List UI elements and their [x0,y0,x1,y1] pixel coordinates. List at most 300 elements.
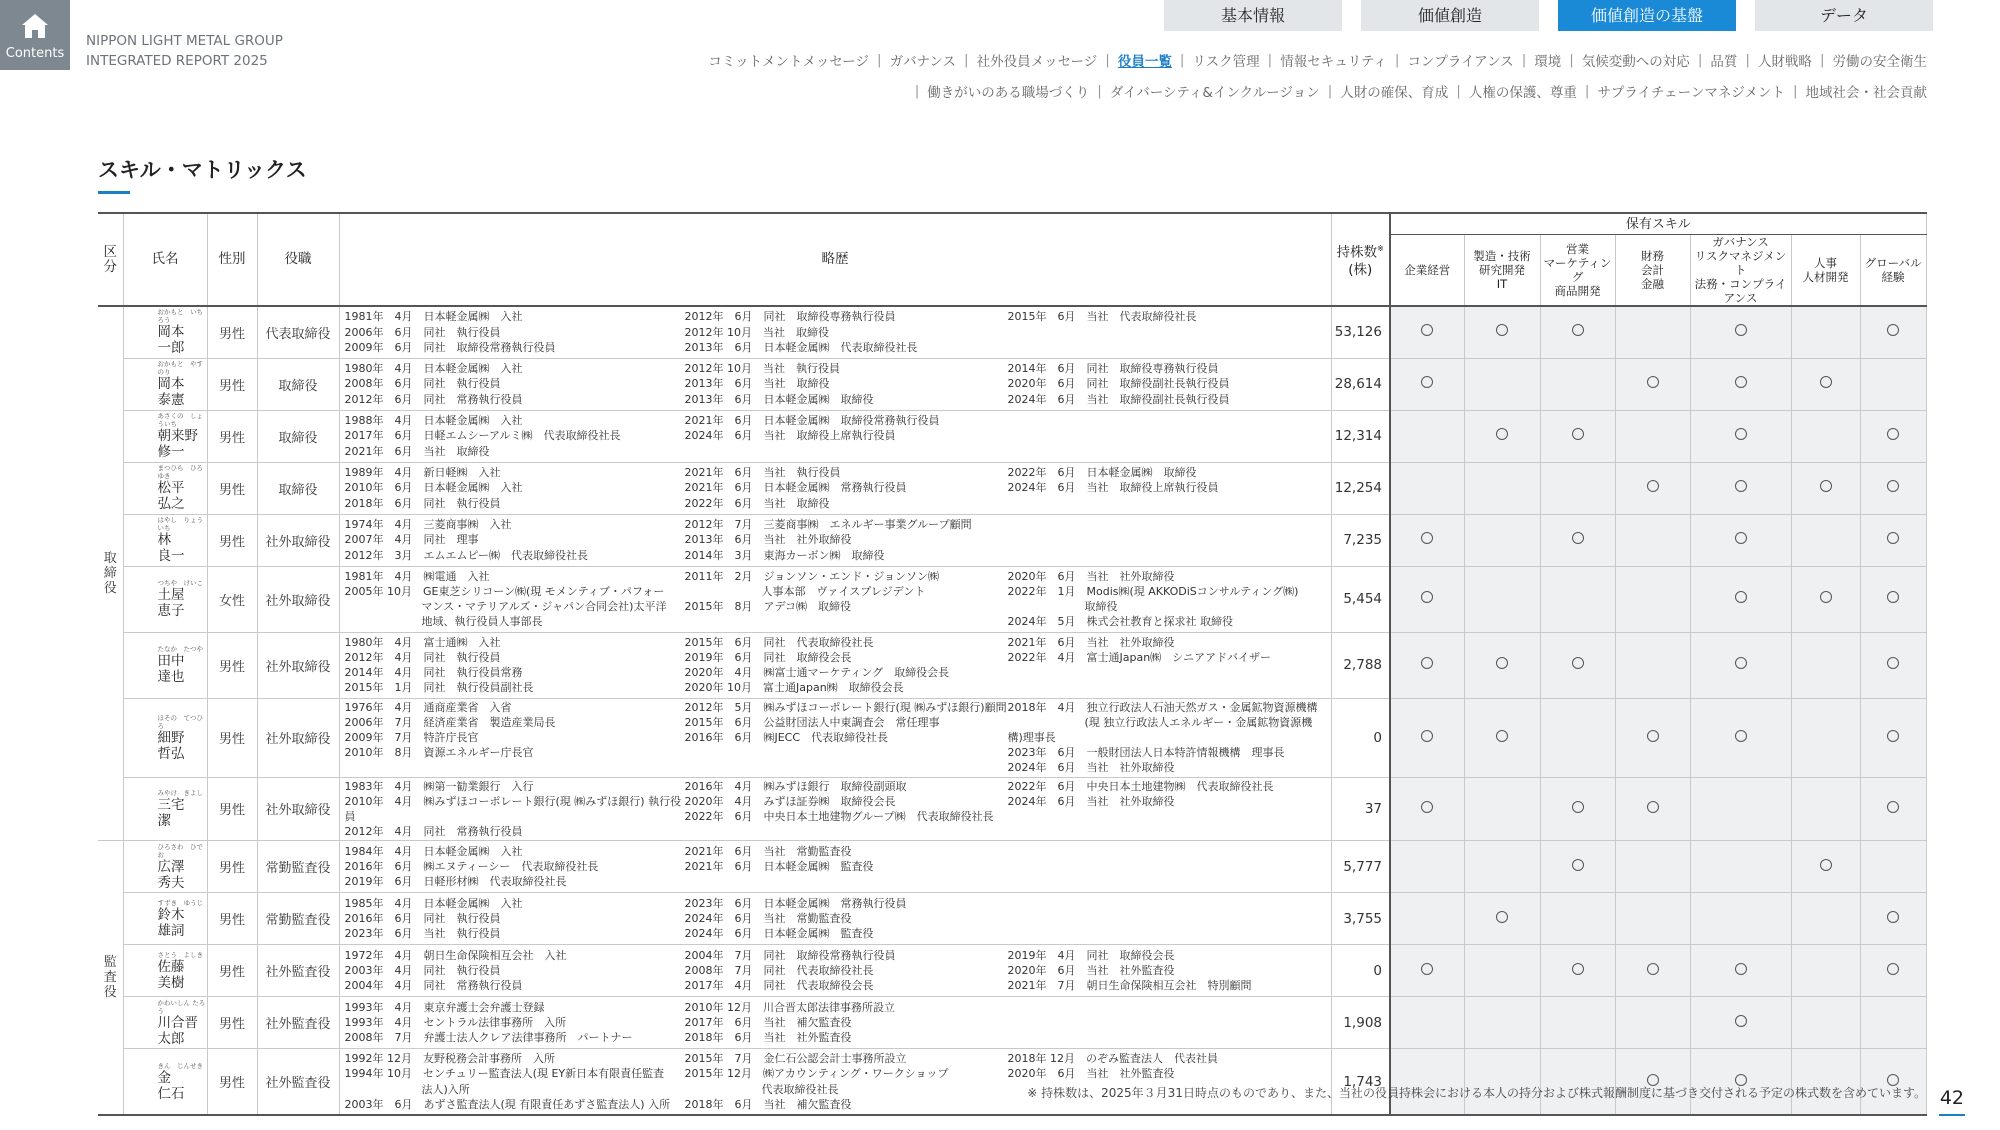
skill-cell [1791,841,1860,893]
officer-sex: 男性 [207,698,257,777]
career-line: 2013年 6月 日本軽金属㈱ 取締役 [684,392,874,406]
contents-home-button[interactable] [0,0,70,70]
header-skill-1: 企業経営 [1390,235,1464,307]
career-columns [345,309,1331,355]
career-column [1008,1000,1328,1046]
career-line: 2015年 6月 当社 代表取締役社長 [1007,310,1197,324]
skill-cell [1791,777,1860,841]
table-row [98,514,1926,566]
career-line: 2017年 6月 日軽エムシーアルミ㈱ 代表取締役社長 [344,429,621,443]
officer-role: 社外監査役 [257,997,339,1049]
career-line: 2023年 6月 一般財団法人日本特許情報機構 理事長 [1007,746,1285,760]
career-line: 2022年 6月 中央日本土地建物㈱ 代表取締役社長 [1007,779,1274,793]
skill-mark-icon [1887,480,1899,492]
skill-cell [1390,997,1464,1049]
career-line: 2017年 4月 同社 代表取締役会長 [684,979,874,993]
skill-mark-icon [1421,532,1433,544]
career-line: 2024年 6月 日本軽金属㈱ 監査役 [684,927,874,941]
career-line: 2009年 7月 特許庁長官 [344,730,479,744]
contents-label: Contents [5,46,65,61]
officer-shares: 2,788 [1331,632,1390,698]
officer-career [339,632,1331,698]
skill-mark-icon [1421,324,1433,336]
career-line: 2018年 12月 のぞみ監査法人 代表社員 [1007,1052,1218,1066]
career-line: 2012年 3月 エムエムピー㈱ 代表取締役社長 [344,548,589,562]
skill-mark-icon [1887,730,1899,742]
header-sex: 性別 [207,213,257,306]
career-line: 1976年 4月 通商産業省 入省 [344,700,512,714]
skill-cell [1464,893,1540,945]
subnav-link[interactable]: 地域社会・社会貢献 [1805,85,1927,101]
career-column [685,569,1008,630]
table-row [98,997,1926,1049]
career-line: 2012年 7月 三菱商事㈱ エネルギー事業グループ顧問 [684,518,972,532]
skill-cell [1464,462,1540,514]
career-column [685,844,1008,890]
skill-cell [1690,945,1791,997]
skill-cell [1390,777,1464,841]
subnav-link[interactable]: ガバナンス [889,54,957,70]
skill-mark-icon [1735,657,1747,669]
name-text: 田中 達也 [157,653,198,685]
career-column [1008,844,1328,890]
name-ruby: おかもと やすのり [157,360,203,376]
name-ruby: ひろさわ ひでお [157,842,203,859]
skill-mark-icon [1421,801,1433,813]
officer-name [123,462,207,514]
section-title: スキル・マトリックス [98,158,307,182]
skill-mark-icon [1735,1015,1747,1027]
subnav-link[interactable]: サプライチェーンマネジメント [1597,85,1785,101]
officer-name [123,997,207,1049]
career-line: 1980年 4月 富士通㈱ 入社 [344,635,501,649]
name-text: 朝来野修一 [157,428,198,460]
career-column [685,517,1008,563]
career-line: 取締役 [1007,600,1118,613]
table-row [98,306,1926,358]
skill-cell [1540,410,1615,462]
officer-role: 社外取締役 [257,698,339,777]
career-line: 2024年 5月 株式会社教育と探求社 取締役 [1007,615,1233,629]
career-line: 2023年 6月 日本軽金属㈱ 常務執行役員 [684,897,907,911]
skill-mark-icon [1887,324,1899,336]
career-line: 2020年 4月 みずほ証券㈱ 取締役会長 [684,794,896,808]
officer-name [123,514,207,566]
skill-cell [1540,632,1615,698]
officer-career [339,777,1331,841]
career-line: 2021年 6月 日本軽金属㈱ 常務執行役員 [684,481,907,495]
career-line: 1981年 4月 日本軽金属㈱ 入社 [344,310,523,324]
officer-role: 代表取締役 [257,306,339,358]
career-column [345,569,685,630]
career-line: 1992年 12月 友野税務会計事務所 入所 [344,1052,555,1066]
career-line: 2024年 6月 当社 社外取締役 [1007,761,1175,775]
skill-mark-icon [1496,324,1508,336]
skill-cell [1464,306,1540,358]
career-line: 2007年 4月 同社 理事 [344,533,479,547]
nav-separator: | [1456,83,1461,99]
subnav-link[interactable]: ダイバーシティ&インクルージョン [1109,85,1320,101]
skill-cell [1860,893,1926,945]
tab-1[interactable]: 基本情報 [1164,0,1342,31]
officer-sex: 男性 [207,1049,257,1115]
nav-separator: | [1097,83,1102,99]
name-text: 広澤 秀夫 [157,858,198,891]
main-tabs [1164,0,1933,31]
skill-cell [1540,841,1615,893]
career-line: 2021年 6月 当社 社外取締役 [1007,635,1175,649]
name-ruby: かわいしん たろう [157,998,206,1015]
career-line: 2014年 3月 東海カーボン㈱ 取締役 [684,548,885,562]
name-text: 岡本 泰憲 [157,376,198,408]
officer-career [339,945,1331,997]
officer-role: 取締役 [257,410,339,462]
name-text: 金 仁石 [157,1069,198,1102]
header-skill-5: ガバナンス リスクマネジメント 法務・コンプライアンス [1690,235,1791,307]
career-line: 2020年 6月 同社 取締役副社長執行役員 [1007,377,1230,391]
career-line: 2003年 4月 同社 執行役員 [344,964,501,978]
title-underline [98,191,130,194]
name-ruby: すずき ゆうじ [157,898,204,907]
skill-cell [1690,566,1791,632]
nav-separator: | [1569,52,1574,68]
career-line: 2024年 6月 当社 取締役上席執行役員 [1007,481,1219,495]
skill-cell [1390,514,1464,566]
skill-cell [1540,358,1615,410]
nav-separator: | [1792,83,1798,99]
officer-role: 常勤監査役 [257,893,339,945]
officer-shares: 5,777 [1331,841,1390,893]
name-text: 川合晋太郎 [157,1014,198,1047]
career-line: 2011年 2月 ジョンソン・エンド・ジョンソン㈱ [684,569,940,583]
career-line: 2012年 4月 同社 執行役員 [344,650,501,664]
career-line: 2006年 6月 同社 執行役員 [344,325,501,339]
skill-cell [1464,358,1540,410]
name-text: 林 良一 [157,532,198,564]
skill-cell [1464,945,1540,997]
career-line: 2012年 10月 当社 執行役員 [684,362,840,376]
career-line: 2022年 1月 Modis㈱(現 AKKODiSコンサルティング㈱) [1007,584,1299,598]
career-columns [345,779,1331,840]
table-row [98,698,1926,777]
career-line: 1993年 4月 セントラル法律事務所 入所 [344,1016,567,1030]
career-column [345,361,685,407]
skill-cell [1860,566,1926,632]
career-line: 2012年 10月 当社 取締役 [684,325,829,339]
officer-career [339,410,1331,462]
skill-mark-icon [1820,859,1832,871]
name-ruby: おかもと いちろう [157,308,203,325]
skill-cell [1390,358,1464,410]
subnav-link[interactable]: 労働の安全衛生 [1832,54,1927,70]
skill-cell [1615,777,1690,841]
header-skills-group: 保有スキル [1390,213,1926,235]
officer-role: 社外監査役 [257,1049,339,1115]
officer-shares: 12,314 [1331,410,1390,462]
officer-role: 取締役 [257,462,339,514]
officer-name [123,841,207,893]
subnav-link[interactable]: 役員一覧 [1117,54,1172,70]
skill-cell [1860,945,1926,997]
skill-cell [1690,306,1791,358]
skill-cell [1791,566,1860,632]
career-line: 2024年 6月 当社 常勤監査役 [684,912,852,926]
report-name [86,31,283,71]
name-ruby: つちや けいこ [157,579,203,587]
career-column [1008,569,1328,630]
skill-mark-icon [1496,428,1508,440]
career-column [685,1051,1008,1112]
skill-cell [1690,893,1791,945]
career-line: 2019年 4月 同社 取締役会長 [1007,949,1175,963]
skill-cell [1464,410,1540,462]
officer-shares: 5,454 [1331,566,1390,632]
career-line: 1974年 4月 三菱商事㈱ 入社 [344,518,512,532]
nav-separator: | [1267,52,1273,68]
tab-2[interactable]: 価値創造 [1361,0,1539,31]
skill-cell [1390,893,1464,945]
career-column [685,413,1008,459]
skill-mark-icon [1572,963,1584,975]
skill-cell [1615,841,1690,893]
career-line: 1972年 4月 朝日生命保険相互会社 入社 [344,949,567,963]
skill-cell [1464,514,1540,566]
career-line: 2010年 8月 資源エネルギー庁長官 [344,746,534,760]
career-column [685,635,1008,696]
career-column [345,779,685,840]
officer-name [123,945,207,997]
skill-cell [1791,462,1860,514]
officer-sex: 男性 [207,410,257,462]
career-line: 2021年 6月 当社 常勤監査役 [684,845,852,859]
subnav-link[interactable]: コンプライアンス [1407,54,1514,70]
skill-cell [1540,777,1615,841]
officer-role: 社外監査役 [257,945,339,997]
officer-shares: 53,126 [1331,306,1390,358]
skill-mark-icon [1647,963,1659,975]
tab-4[interactable]: データ [1755,0,1933,31]
career-line: 2010年 12月 川合晋太郎法律事務所設立 [684,1001,895,1015]
name-text: 三宅 潔 [157,796,212,829]
subnav-link[interactable]: 気候変動への対応 [1581,54,1690,70]
career-line: 2021年 6月 当社 執行役員 [684,466,841,480]
career-column [345,844,685,890]
skill-cell [1615,632,1690,698]
header-shares: 持株数※ (株) [1331,213,1390,306]
header-skill-2: 製造・技術 研究開発 IT [1464,235,1540,307]
officer-sex: 男性 [207,632,257,698]
career-columns [345,465,1331,511]
career-line: 2015年 6月 同社 代表取締役社長 [684,635,874,649]
skill-cell [1791,1049,1860,1115]
skill-cell [1791,410,1860,462]
officer-shares: 28,614 [1331,358,1390,410]
skill-cell [1464,698,1540,777]
subnav-link[interactable]: 人財戦略 [1757,54,1812,70]
officer-role: 社外取締役 [257,514,339,566]
officer-name [123,1049,207,1115]
subnav-link[interactable]: 人財の確保、育成 [1340,85,1449,101]
career-columns [345,844,1331,890]
skill-mark-icon [1496,730,1508,742]
skill-mark-icon [1421,963,1433,975]
subnav-link[interactable]: 品質 [1710,54,1738,70]
skill-cell [1615,893,1690,945]
subnav-link[interactable]: 働きがいのある職場づくり [927,85,1090,101]
skill-mark-icon [1421,730,1433,742]
career-line: 2013年 6月 当社 社外取締役 [684,533,852,547]
nav-separator: | [1521,52,1527,68]
career-line: 2021年 6月 当社 取締役 [344,444,490,458]
name-ruby: はやし りょういち [157,516,203,532]
skill-cell [1615,1049,1690,1115]
skill-cell [1860,632,1926,698]
skill-cell [1690,698,1791,777]
subnav-link[interactable]: 人権の保護、尊重 [1468,85,1577,101]
skill-mark-icon [1887,591,1899,603]
skill-cell [1690,632,1791,698]
skill-cell [1615,997,1690,1049]
career-line: 2015年 12月 ㈱アカウンティング・ワークショップ [684,1067,949,1081]
skill-cell [1791,698,1860,777]
career-columns [345,948,1331,994]
skill-mark-icon [1421,591,1433,603]
nav-separator: | [1179,52,1185,68]
career-columns [345,1000,1331,1046]
officer-career [339,566,1331,632]
skill-cell [1464,997,1540,1049]
career-line: 2022年 4月 富士通Japan㈱ シニアアドバイザー [1007,650,1271,664]
officer-shares: 1,908 [1331,997,1390,1049]
officer-sex: 男性 [207,514,257,566]
subnav-row-2 [907,81,1927,101]
officer-shares: 37 [1331,777,1390,841]
skill-mark-icon [1647,376,1659,388]
career-line: 2018年 4月 独立行政法人石油天然ガス・金属鉱物資源機構 [1007,700,1318,714]
career-line: 1984年 4月 日本軽金属㈱ 入社 [344,845,523,859]
page-number: 42 [1939,1087,1964,1109]
name-ruby: ほその てつひろ [157,713,203,730]
shares-footnote: ※ 持株数は、2025年３月31日時点のものであり、また、当社の役員持株会における本人の持分および株式報酬制度に基づき交付される予定の株式数を含めています。 [1027,1086,1926,1100]
officer-career [339,893,1331,945]
career-line: 2014年 4月 同社 執行役員常務 [344,666,523,679]
career-line: 2004年 7月 同社 取締役常務執行役員 [684,949,896,963]
officer-career [339,514,1331,566]
career-line: 2024年 6月 当社 取締役副社長執行役員 [1007,392,1230,406]
skill-cell [1860,306,1926,358]
skill-cell [1615,514,1690,566]
table-row [98,632,1926,698]
skill-cell [1540,945,1615,997]
subnav-link[interactable]: コミットメントメッセージ [708,54,870,70]
career-line: 2021年 7月 朝日生命保険相互会社 特別顧問 [1007,979,1252,993]
skill-cell [1791,997,1860,1049]
career-line: 2010年 4月 ㈱みずほコーポレート銀行(現 ㈱みずほ銀行) 執行役員 [344,794,682,823]
table-row [98,566,1926,632]
career-columns [345,1051,1331,1112]
officer-name [123,777,212,841]
career-line: 2024年 6月 当社 取締役上席執行役員 [684,429,896,443]
skill-mark-icon [1572,324,1584,336]
name-text: 佐藤 美樹 [157,958,198,991]
nav-separator: | [1584,83,1590,99]
skill-cell [1540,514,1615,566]
table-row [98,410,1926,462]
table-row [98,841,1926,893]
officer-sex: 女性 [207,566,257,632]
career-column [1008,948,1328,994]
skill-mark-icon [1820,480,1832,492]
career-line: 2018年 6月 同社 執行役員 [344,496,501,510]
name-ruby: さとう よしき [157,950,203,959]
skill-mark-icon [1572,801,1584,813]
name-text: 岡本 一郎 [157,324,198,357]
subnav-link[interactable]: 社外役員メッセージ [976,54,1098,70]
officer-shares: 0 [1331,945,1390,997]
career-column [345,700,685,776]
career-columns [345,413,1331,459]
skill-mark-icon [1735,591,1747,603]
officer-sex: 男性 [207,997,257,1049]
career-line: 2016年 6月 同社 執行役員 [344,912,501,926]
skill-cell [1860,358,1926,410]
subnav-link[interactable]: 情報セキュリティ [1280,54,1387,70]
skill-cell [1615,566,1690,632]
skill-mark-icon [1887,911,1899,923]
skill-cell [1791,945,1860,997]
group-label: 監査役 [98,841,123,1115]
career-column [685,700,1008,776]
skill-mark-icon [1820,591,1832,603]
officer-shares: 0 [1331,698,1390,777]
skill-cell [1464,566,1540,632]
career-line: 2012年 6月 同社 取締役専務執行役員 [684,310,896,324]
skill-cell [1540,306,1615,358]
career-line: 2017年 6月 当社 補欠監査役 [684,1016,852,1030]
page-number-underline [1939,1114,1965,1116]
header-skill-3: 営業 マーケティング 商品開発 [1540,235,1615,307]
tab-3[interactable]: 価値創造の基盤 [1558,0,1736,31]
skill-cell [1690,997,1791,1049]
skill-cell [1690,777,1791,841]
career-line: 2021年 6月 日本軽金属㈱ 監査役 [684,860,874,874]
skill-cell [1791,632,1860,698]
skill-mark-icon [1735,963,1747,975]
subnav-link[interactable]: リスク管理 [1192,54,1260,70]
career-column [345,517,685,563]
skill-cell [1860,997,1926,1049]
table-row [98,777,1926,841]
subnav-link[interactable]: 環境 [1534,54,1562,70]
officer-sex: 男性 [207,893,257,945]
career-columns [345,700,1331,776]
skill-mark-icon [1887,532,1899,544]
skill-cell [1540,893,1615,945]
career-column [345,413,685,459]
nav-separator: | [1105,52,1110,68]
career-column [685,948,1008,994]
skill-cell [1540,1049,1615,1115]
header-kubun: 区分 [98,213,123,306]
officer-name [123,632,207,698]
officer-name [123,410,207,462]
career-line: 2018年 6月 当社 社外監査役 [684,1031,852,1045]
skill-cell [1615,306,1690,358]
skill-cell [1540,566,1615,632]
skill-cell [1390,566,1464,632]
skill-mark-icon [1421,657,1433,669]
career-line: 1994年 10月 センチュリー監査法人(現 EY新日本有限責任監査 [344,1067,665,1081]
